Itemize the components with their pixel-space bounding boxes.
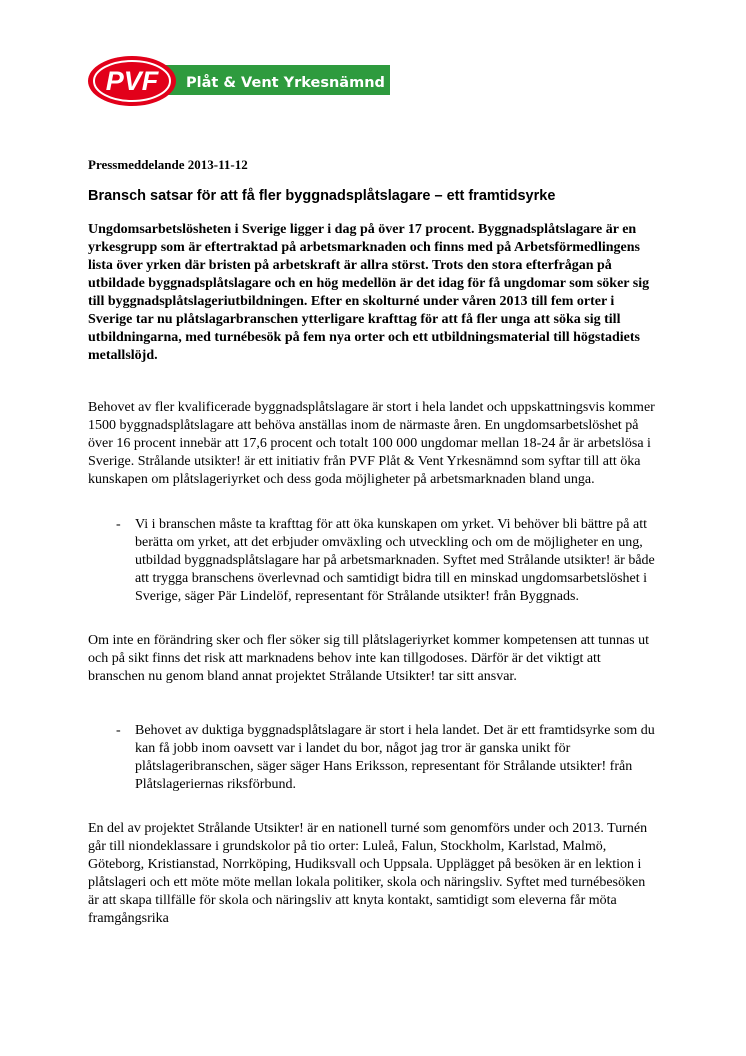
body-paragraph-1: Behovet av fler kvalificerade byggnadsplåtslagare är stort i hela landet och uppskattningsvis kommer 1500 byggnadsplåtslagare att behöva anställas inom de närmaste åren. En ungdomsarbetslöshet på över 16 procent innebär att 17,6 procent och totalt 100 000 ungdomar mellan 18-24 år är arbetslösa i Sverige. Strålande utsikter! är ett initiativ från PVF Plåt & Vent Yrkesnämnd som syftar till att öka kunskapen om plåtslageriyrket och dess goda möjligheter på arbetsmarknaden bland unga.	[88, 400, 655, 487]
logo-brand-text: PVF	[105, 66, 159, 96]
press-release-date: Pressmeddelande 2013-11-12	[88, 157, 248, 172]
headline: Bransch satsar för att få fler byggnadsplåtslagare – ett framtidsyrke	[88, 188, 556, 204]
body-paragraph-2: Om inte en förändring sker och fler söker sig till plåtslageriyrket kommer kompetensen att tunnas ut och på sikt finns det risk att marknadens behov inte kan tillgodoses. Därför är det viktigt att branschen nu genom bland annat projektet Strålande Utsikter! tar sitt ansvar.	[88, 633, 650, 684]
quote-2-text: Behovet av duktiga byggnadsplåtslagare är stort i hela landet. Det är ett framtidsyrke som du kan få jobb inom oavsett var i landet du bor, något jag tror är ganska unikt för plåtslageribranschen, säger säger Hans Eriksson, representant för Strålande utsikter! från Plåtslageriernas riksförbund.	[135, 723, 655, 792]
logo-name-text: Plåt & Vent Yrkesnämnd	[186, 75, 385, 91]
pvf-logo-graphic	[88, 55, 393, 107]
quote-1-text: Vi i branschen måste ta krafttag för att öka kunskapen om yrket. Vi behöver bli bättre på att berätta om yrket, att det erbjuder omväxling och utveckling och om de möjligheter en ung, utbildad byggnadsplåtslagare har på arbetsmarknaden. Syftet med Strålande utsikter! är både att trygga branschens överlevnad och samtidigt bidra till en minskad ungdomsarbetslöshet i Sverige, säger Pär Lindelöf, representant för Strålande utsikter! från Byggnads.	[135, 517, 655, 604]
quote-dash: -	[116, 517, 121, 532]
quote-dash: -	[116, 723, 121, 738]
lead-paragraph: Ungdomsarbetslösheten i Sverige ligger i dag på över 17 procent. Byggnadsplåtslagare är en yrkesgrupp som är eftertraktad på arbetsmarknaden och finns med på Arbetsförmedlingens lista över yrken där bristen på arbetskraft är allra störst. Trots den stora efterfrågan på utbildade byggnadsplåtslagare och en hög medellön är det idag för få ungdomar som söker sig till byggnadsplåtslageriutbildningen. Efter en skolturné under våren 2013 till fem orter i Sverige tar nu plåtslagarbranschen ytterligare krafttag för att få fler unga att söka sig till utbildningarna, med turnébesök på fem nya orter och ett utbildningsmaterial till högstadiets metallslöjd.	[88, 222, 650, 363]
body-paragraph-3: En del av projektet Strålande Utsikter! är en nationell turné som genomförs under och 2013. Turnén går till niondeklassare i grundskolor på tio orter: Luleå, Falun, Stockholm, Karlstad, Malmö, Göteborg, Kristianstad, Norrköping, Hudiksvall och Uppsala. Upplägget på besöken är en lektion i plåtslageri och ett möte möte mellan lokala politiker, skola och näringsliv. Syftet med turnébesöken är att skapa tillfälle för skola och näringsliv att knyta kontakt, samtidigt som eleverna får möta framgångsrika	[88, 821, 648, 926]
pvf-logo	[88, 55, 393, 107]
